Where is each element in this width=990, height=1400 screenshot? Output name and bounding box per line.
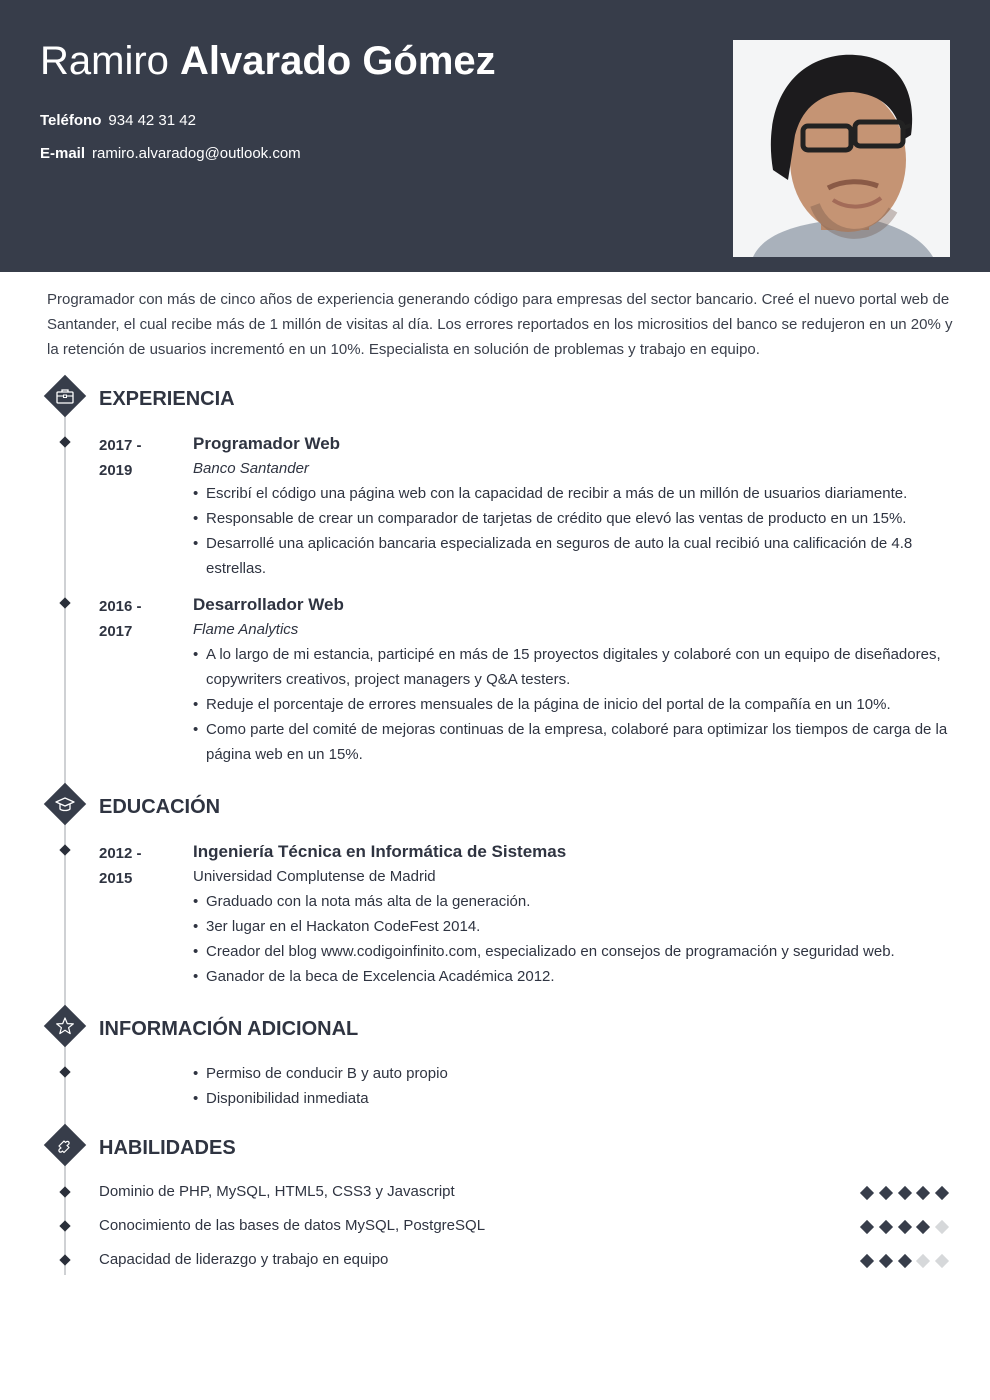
skill-2-rating [858,1219,952,1235]
rating-diamond-filled-icon [896,1219,915,1235]
timeline-marker [59,844,71,856]
phone-label: Teléfono [40,112,102,129]
list-item: • Creador del blog www.codigoinfinito.com, especializado en consejos de programación y seguridad web. [193,939,953,964]
skill-3-rating [858,1253,952,1269]
rating-diamond-filled-icon [877,1185,896,1201]
graduation-cap-icon [54,793,76,815]
rating-diamond-filled-icon [858,1253,877,1269]
puzzle-icon [54,1134,76,1156]
timeline-marker [59,1066,71,1078]
rating-diamond-filled-icon [914,1185,933,1201]
list-item: • A lo largo de mi estancia, participé en más de 15 proyectos digitales y colaboré con un equipo de diseñadores, copywriters creativos, project managers y Q&A testers. [193,642,953,692]
job-achievements [193,481,953,581]
timeline-marker [59,597,71,609]
person-portrait-icon [733,40,950,257]
skill-1-label: Dominio de PHP, MySQL, HTML5, CSS3 y Javascript [99,1183,455,1200]
timeline-marker [59,1186,71,1198]
candidate-name [40,38,496,84]
job-title: Desarrollador Web [193,595,344,614]
timeline-line-additional [64,1040,66,1135]
company-name: Banco Santander [193,460,309,477]
resume-header [0,0,990,272]
experience-1-date: 2017 - 2019 [99,437,142,479]
rating-diamond-empty-icon [933,1253,952,1269]
list-item: • Reduje el porcentaje de errores mensuales de la página de inicio del portal de la compañía en un 10%. [193,692,953,717]
experience-2 [193,592,953,767]
email-value[interactable]: ramiro.alvaradog@outlook.com [92,145,301,162]
phone-value[interactable]: 934 42 31 42 [108,112,196,129]
rating-diamond-filled-icon [877,1253,896,1269]
skill-1-rating [858,1185,952,1201]
list-item: • Ganador de la beca de Excelencia Académica 2012. [193,964,953,989]
skill-2-label: Conocimiento de las bases de datos MySQL, PostgreSQL [99,1217,486,1234]
list-item: • Escribí el código una página web con la capacidad de recibir a más de un millón de usuarios diariamente. [193,481,953,506]
contact-phone [40,111,196,131]
experience-2-date: 2016 - 2017 [99,598,142,640]
education-1-date: 2012 - 2015 [99,845,142,887]
last-name: Alvarado Gómez [180,39,496,83]
timeline-marker [59,1254,71,1266]
list-item: • Permiso de conducir B y auto propio [193,1061,953,1086]
timeline-marker [59,1220,71,1232]
institution-name: Universidad Complutense de Madrid [193,868,436,885]
timeline-marker [59,436,71,448]
education-title: EDUCACIÓN [99,796,221,818]
email-label: E-mail [40,145,86,162]
rating-diamond-empty-icon [933,1219,952,1235]
job-title: Programador Web [193,434,341,453]
profile-photo [733,40,950,257]
experience-section-icon [44,375,86,417]
rating-diamond-empty-icon [914,1253,933,1269]
contact-email [40,144,301,164]
rating-diamond-filled-icon [914,1219,933,1235]
rating-diamond-filled-icon [896,1253,915,1269]
additional-section-icon [44,1005,86,1047]
skills-title: HABILIDADES [99,1137,236,1159]
list-item: • Desarrollé una aplicación bancaria especializada en seguros de auto la cual recibió una calificación de 4.8 estrellas. [193,531,953,581]
list-item: • Disponibilidad inmediata [193,1086,953,1111]
job-achievements [193,642,953,767]
skill-3-label: Capacidad de liderazgo y trabajo en equipo [99,1251,389,1268]
experience-title: EXPERIENCIA [99,388,235,410]
briefcase-icon [54,385,76,407]
additional-title: INFORMACIÓN ADICIONAL [99,1018,359,1040]
first-name: Ramiro [40,39,169,83]
degree-title: Ingeniería Técnica en Informática de Sistemas [193,842,567,861]
additional-info [193,1061,953,1111]
education-achievements [193,889,953,989]
rating-diamond-filled-icon [896,1185,915,1201]
list-item: • Como parte del comité de mejoras continuas de la empresa, colaboré para optimizar los tiempos de carga de la página web en un 15%. [193,717,953,767]
skills-section-icon [44,1124,86,1166]
list-item: • Graduado con la nota más alta de la generación. [193,889,953,914]
rating-diamond-filled-icon [933,1185,952,1201]
rating-diamond-filled-icon [858,1219,877,1235]
education-section-icon [44,783,86,825]
rating-diamond-filled-icon [858,1185,877,1201]
professional-summary: Programador con más de cinco años de experiencia generando código para empresas del sector bancario. Creé el nuevo portal web de Santander, el cual recibe más de 1 millón de visitas al día. Los errores reportados en los micrositios del banco se redujeron en un 20% y la retención de usuarios incrementó en un 10%. Especialista en solución de problemas y trabajo en equipo. [47,291,953,358]
star-icon [54,1015,76,1037]
company-name: Flame Analytics [193,621,299,638]
education-1 [193,839,953,989]
list-item: • 3er lugar en el Hackaton CodeFest 2014. [193,914,953,939]
rating-diamond-filled-icon [877,1219,896,1235]
experience-1 [193,431,953,581]
list-item: • Responsable de crear un comparador de tarjetas de crédito que elevó las ventas de producto en un 15%. [193,506,953,531]
